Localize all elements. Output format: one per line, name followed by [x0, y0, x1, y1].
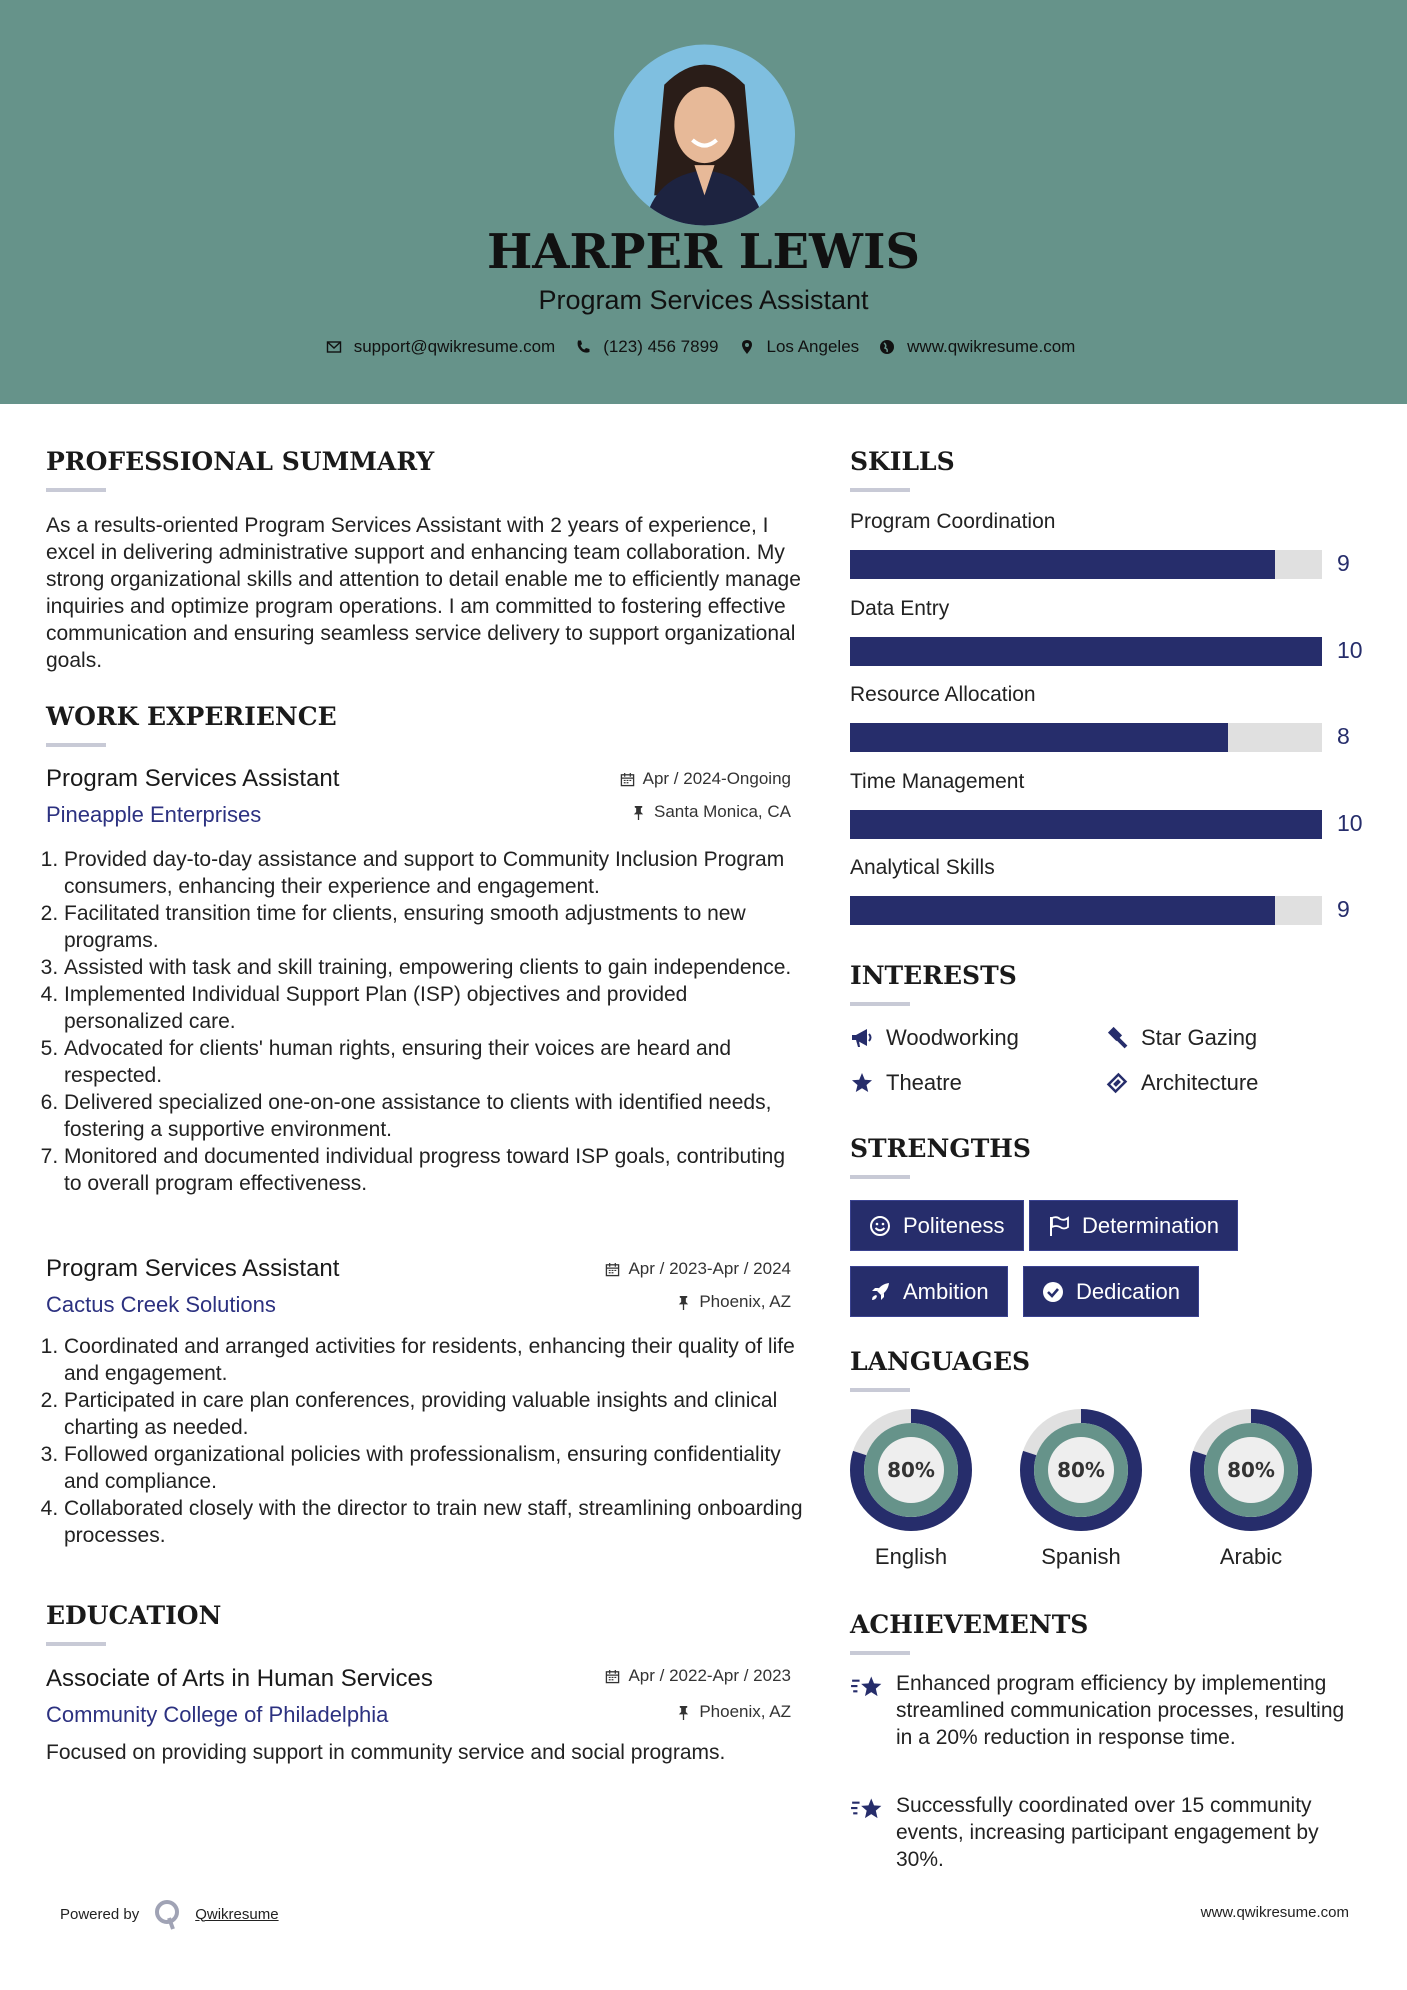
contact-text: Los Angeles	[766, 337, 860, 356]
duty-item: 1. Coordinated and arranged activities for residents, enhancing their quality of life and engagement.	[64, 1333, 806, 1387]
achievement-star-icon	[850, 1794, 884, 1822]
heading-underline	[46, 743, 106, 747]
achievement-star-icon	[850, 1672, 884, 1700]
gavel-icon	[1105, 1026, 1129, 1050]
calendar-icon	[605, 1262, 620, 1277]
job-date	[500, 769, 791, 789]
duty-item: 3. Assisted with task and skill training, empowering clients to gain independence.	[64, 954, 806, 981]
interests-heading: INTERESTS	[850, 961, 1017, 990]
job-location	[500, 1292, 791, 1312]
contact-text: (123) 456 7899	[603, 337, 719, 356]
skill-bar-fill	[850, 550, 1275, 579]
job-date-text: Apr / 2024-Ongoing	[642, 769, 791, 788]
pin-icon	[676, 1295, 691, 1310]
strength-badge	[1023, 1266, 1199, 1317]
strength-badge	[1029, 1200, 1238, 1251]
duty-item: 4. Collaborated closely with the director to train new staff, streamlining onboarding processes.	[64, 1495, 806, 1549]
duty-item: 2. Facilitated transition time for clients, ensuring smooth adjustments to new programs.	[64, 900, 806, 954]
strength-badge	[850, 1266, 1008, 1317]
job-date	[500, 1259, 791, 1279]
skill-bar-fill	[850, 637, 1322, 666]
duty-item: 4. Implemented Individual Support Plan (ISP) objectives and provided personalized care.	[64, 981, 806, 1035]
qwikresume-link[interactable]: Qwikresume	[195, 1905, 279, 1923]
skill-bar	[850, 723, 1322, 752]
smile-icon	[869, 1215, 891, 1237]
duty-item: 3. Followed organizational policies with professionalism, ensuring confidentiality and compliance.	[64, 1441, 806, 1495]
star-icon	[850, 1071, 874, 1095]
strengths-heading: STRENGTHS	[850, 1134, 1031, 1163]
interest-item	[850, 1025, 1019, 1051]
achievements-heading: ACHIEVEMENTS	[850, 1610, 1089, 1639]
duty-item: 2. Participated in care plan conferences, providing valuable insights and clinical charting as needed.	[64, 1387, 806, 1441]
contact-item[interactable]	[575, 337, 718, 357]
skill-value: 9	[1337, 550, 1350, 576]
education-heading: EDUCATION	[46, 1601, 222, 1630]
powered-by-label: Powered by	[60, 1905, 140, 1923]
company-name: Cactus Creek Solutions	[46, 1292, 276, 1317]
strength-label: Dedication	[1076, 1278, 1180, 1304]
strength-label: Politeness	[903, 1212, 1005, 1238]
duty-item: 5. Advocated for clients' human rights, ensuring their voices are heard and respected.	[64, 1035, 806, 1089]
achievement-text: Successfully coordinated over 15 community events, increasing participant engagement by 30%.	[896, 1794, 1319, 1871]
check-circle-icon	[1042, 1281, 1064, 1303]
skill-name: Time Management	[850, 769, 1025, 793]
skill-name: Data Entry	[850, 596, 950, 620]
heading-underline	[46, 1642, 106, 1646]
interest-item	[1105, 1025, 1257, 1051]
envelope-icon	[326, 339, 342, 355]
summary-heading: PROFESSIONAL SUMMARY	[46, 447, 435, 476]
languages-heading: LANGUAGES	[850, 1347, 1031, 1376]
education-location	[500, 1702, 791, 1722]
skill-value: 10	[1337, 809, 1363, 836]
duty-item: 6. Delivered specialized one-on-one assistance to clients with identified needs, fostering a supportive environment.	[64, 1089, 806, 1143]
interest-label: Woodworking	[886, 1025, 1019, 1050]
job-title: Program Services Assistant	[46, 1255, 340, 1282]
language-percent: 80%	[887, 1458, 935, 1482]
job-location	[500, 802, 791, 822]
rocket-icon	[869, 1281, 891, 1303]
skill-value: 8	[1337, 723, 1350, 750]
skill-bar-fill	[850, 810, 1322, 839]
job-duties	[46, 846, 806, 1197]
interest-item	[850, 1070, 962, 1096]
language-percent: 80%	[1057, 1458, 1105, 1482]
phone-icon	[575, 339, 591, 355]
heading-underline	[46, 488, 106, 492]
skill-bar	[850, 637, 1322, 666]
job-date-text: Apr / 2023-Apr / 2024	[628, 1259, 791, 1278]
skill-bar	[850, 550, 1322, 579]
skill-value: 10	[1337, 636, 1363, 663]
achievement-text: Enhanced program efficiency by implementing streamlined communication processes, resulting in a 20% reduction in response time.	[896, 1672, 1345, 1749]
duty-item: 7. Monitored and documented individual progress toward ISP goals, contributing to overall program effectiveness.	[64, 1143, 806, 1197]
language-donut	[1019, 1408, 1143, 1532]
heading-underline	[850, 1388, 910, 1392]
heading-underline	[850, 1002, 910, 1006]
education-description: Focused on providing support in community service and social programs.	[46, 1741, 726, 1764]
interest-label: Star Gazing	[1141, 1025, 1258, 1050]
contact-text: support@qwikresume.com	[353, 337, 556, 356]
contact-item[interactable]	[326, 337, 556, 357]
duty-item: 1. Provided day-to-day assistance and support to Community Inclusion Program consumers, enhancing their experience and engagement.	[64, 846, 806, 900]
candidate-name: HARPER LEWIS	[486, 224, 921, 280]
experience-heading: WORK EXPERIENCE	[46, 702, 337, 731]
interest-label: Architecture	[1141, 1070, 1259, 1095]
language-name: English	[874, 1544, 948, 1569]
language-percent: 80%	[1227, 1458, 1275, 1482]
achievement-item	[850, 1792, 1366, 1873]
skill-bar	[850, 896, 1322, 925]
candidate-title: Program Services Assistant	[538, 285, 869, 315]
skill-name: Resource Allocation	[850, 683, 1036, 707]
flag-icon	[1048, 1215, 1070, 1237]
contact-item[interactable]	[739, 337, 860, 357]
contact-text: www.qwikresume.com	[907, 337, 1076, 356]
language-donut	[849, 1408, 973, 1532]
job-title: Program Services Assistant	[46, 765, 340, 792]
skill-bar-fill	[850, 723, 1228, 752]
strength-badge	[850, 1200, 1024, 1251]
skill-name: Analytical Skills	[850, 856, 995, 880]
job-location-text: Phoenix, AZ	[699, 1292, 791, 1311]
education-location-text: Phoenix, AZ	[699, 1702, 791, 1721]
education-date-text: Apr / 2022-Apr / 2023	[628, 1666, 791, 1685]
strength-label: Ambition	[903, 1278, 989, 1304]
interest-item	[1105, 1070, 1258, 1096]
language-name: Spanish	[1041, 1544, 1121, 1569]
job-duties	[46, 1333, 806, 1549]
interest-label: Theatre	[886, 1070, 962, 1095]
footer-url[interactable]: www.qwikresume.com	[1200, 1904, 1349, 1921]
skill-name: Program Coordination	[850, 510, 1056, 533]
skill-bar-fill	[850, 896, 1275, 925]
company-name: Pineapple Enterprises	[46, 802, 262, 827]
contact-info	[0, 337, 1407, 357]
skills-heading: SKILLS	[850, 447, 955, 476]
heading-underline	[850, 1651, 910, 1655]
skill-bar	[850, 810, 1322, 839]
job-location-text: Santa Monica, CA	[653, 802, 791, 821]
school-name: Community College of Philadelphia	[46, 1702, 389, 1727]
bullhorn-icon	[850, 1026, 874, 1050]
qwikresume-logo-icon	[153, 1898, 181, 1930]
degree-title: Associate of Arts in Human Services	[46, 1665, 433, 1692]
calendar-icon	[620, 772, 635, 787]
language-name: Arabic	[1219, 1544, 1283, 1569]
language-donut	[1189, 1408, 1313, 1532]
pin-icon	[631, 805, 646, 820]
summary-text: As a results-oriented Program Services Assistant with 2 years of experience, I excel in delivering administrative support and enhancing team collaboration. My strong organizational skills and attention to detail enable me to efficiently manage inquiries and optimize program operations. I am committed to fostering effective communication and ensuring seamless service delivery to support organizational goals.	[46, 514, 801, 672]
education-date	[500, 1666, 791, 1686]
achievement-item	[850, 1670, 1366, 1751]
skill-value: 9	[1337, 896, 1350, 923]
pin-icon	[676, 1705, 691, 1720]
heading-underline	[850, 1175, 910, 1179]
ticket-icon	[1105, 1071, 1129, 1095]
calendar-icon	[605, 1669, 620, 1684]
profile-photo	[614, 44, 795, 226]
globe-icon	[879, 339, 895, 355]
map-marker-icon	[739, 339, 755, 355]
contact-item[interactable]	[879, 337, 1075, 357]
footer-powered-by	[60, 1898, 279, 1930]
heading-underline	[850, 488, 910, 492]
strength-label: Determination	[1082, 1212, 1219, 1238]
